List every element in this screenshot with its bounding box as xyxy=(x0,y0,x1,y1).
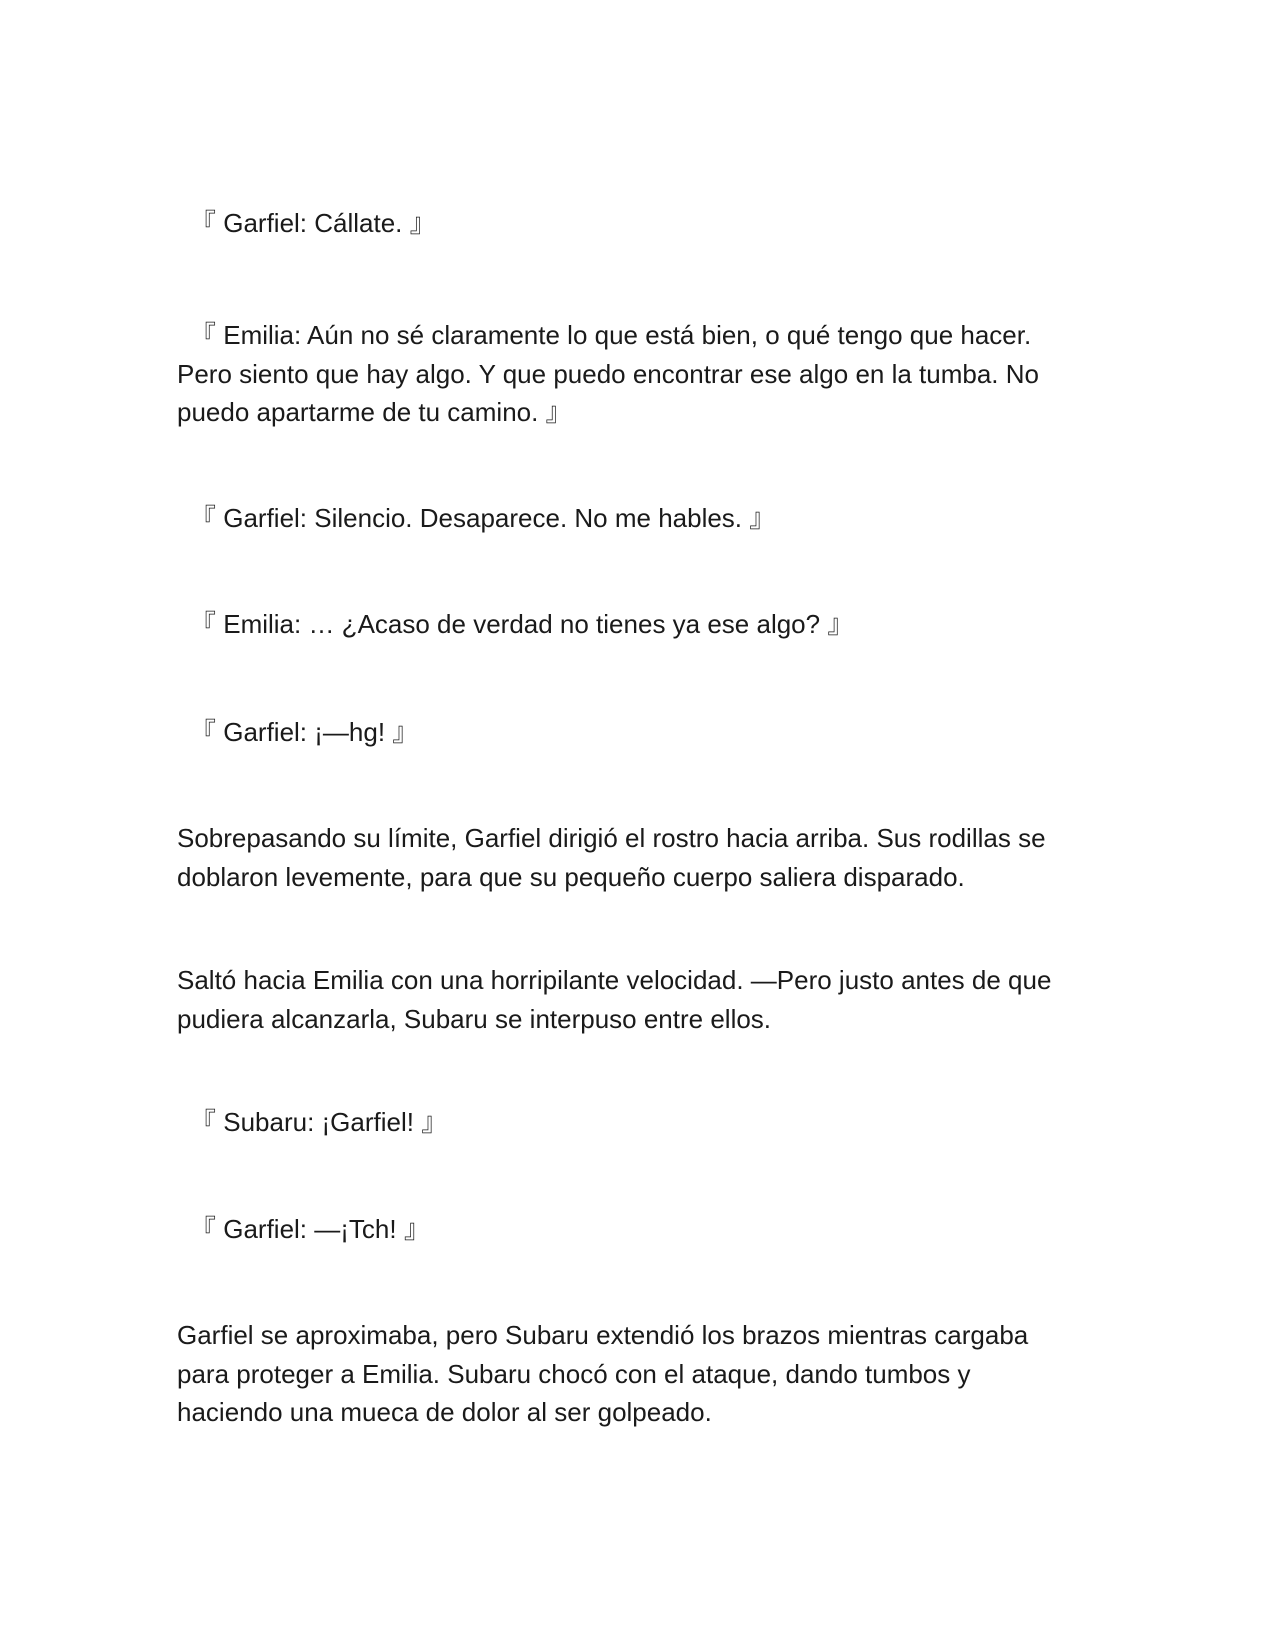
dialogue-line: 『 Garfiel: Silencio. Desaparece. No me hables. 』 xyxy=(177,503,776,533)
dialogue-line: 『 Emilia: … ¿Acaso de verdad no tienes ya ese algo? 』 xyxy=(177,609,854,639)
narrative-paragraph: Sobrepasando su límite, Garfiel dirigió el rostro hacia arriba. Sus rodillas se doblaron levemente, para que su pequeño cuerpo saliera disparado. xyxy=(177,823,1046,892)
dialogue-line: 『 Emilia: Aún no sé claramente lo que está bien, o qué tengo que hacer. Pero siento que hay algo. Y que puedo encontrar ese algo en la tumba. No puedo apartarme de tu camino. 』 xyxy=(177,320,1039,427)
dialogue-line: 『 Subaru: ¡Garfiel! 』 xyxy=(177,1107,448,1137)
dialogue-line: 『 Garfiel: Cállate. 』 xyxy=(177,208,436,238)
dialogue-line: 『 Garfiel: ¡—hg! 』 xyxy=(177,717,419,747)
narrative-paragraph: Garfiel se aproximaba, pero Subaru extendió los brazos mientras cargaba para proteger a Emilia. Subaru chocó con el ataque, dando tumbos y haciendo una mueca de dolor al ser golpeado. xyxy=(177,1320,1029,1427)
dialogue-line: 『 Garfiel: —¡Tch! 』 xyxy=(177,1214,430,1244)
narrative-paragraph: Saltó hacia Emilia con una horripilante velocidad. —Pero justo antes de que pudiera alcanzarla, Subaru se interpuso entre ellos. xyxy=(177,965,1052,1034)
